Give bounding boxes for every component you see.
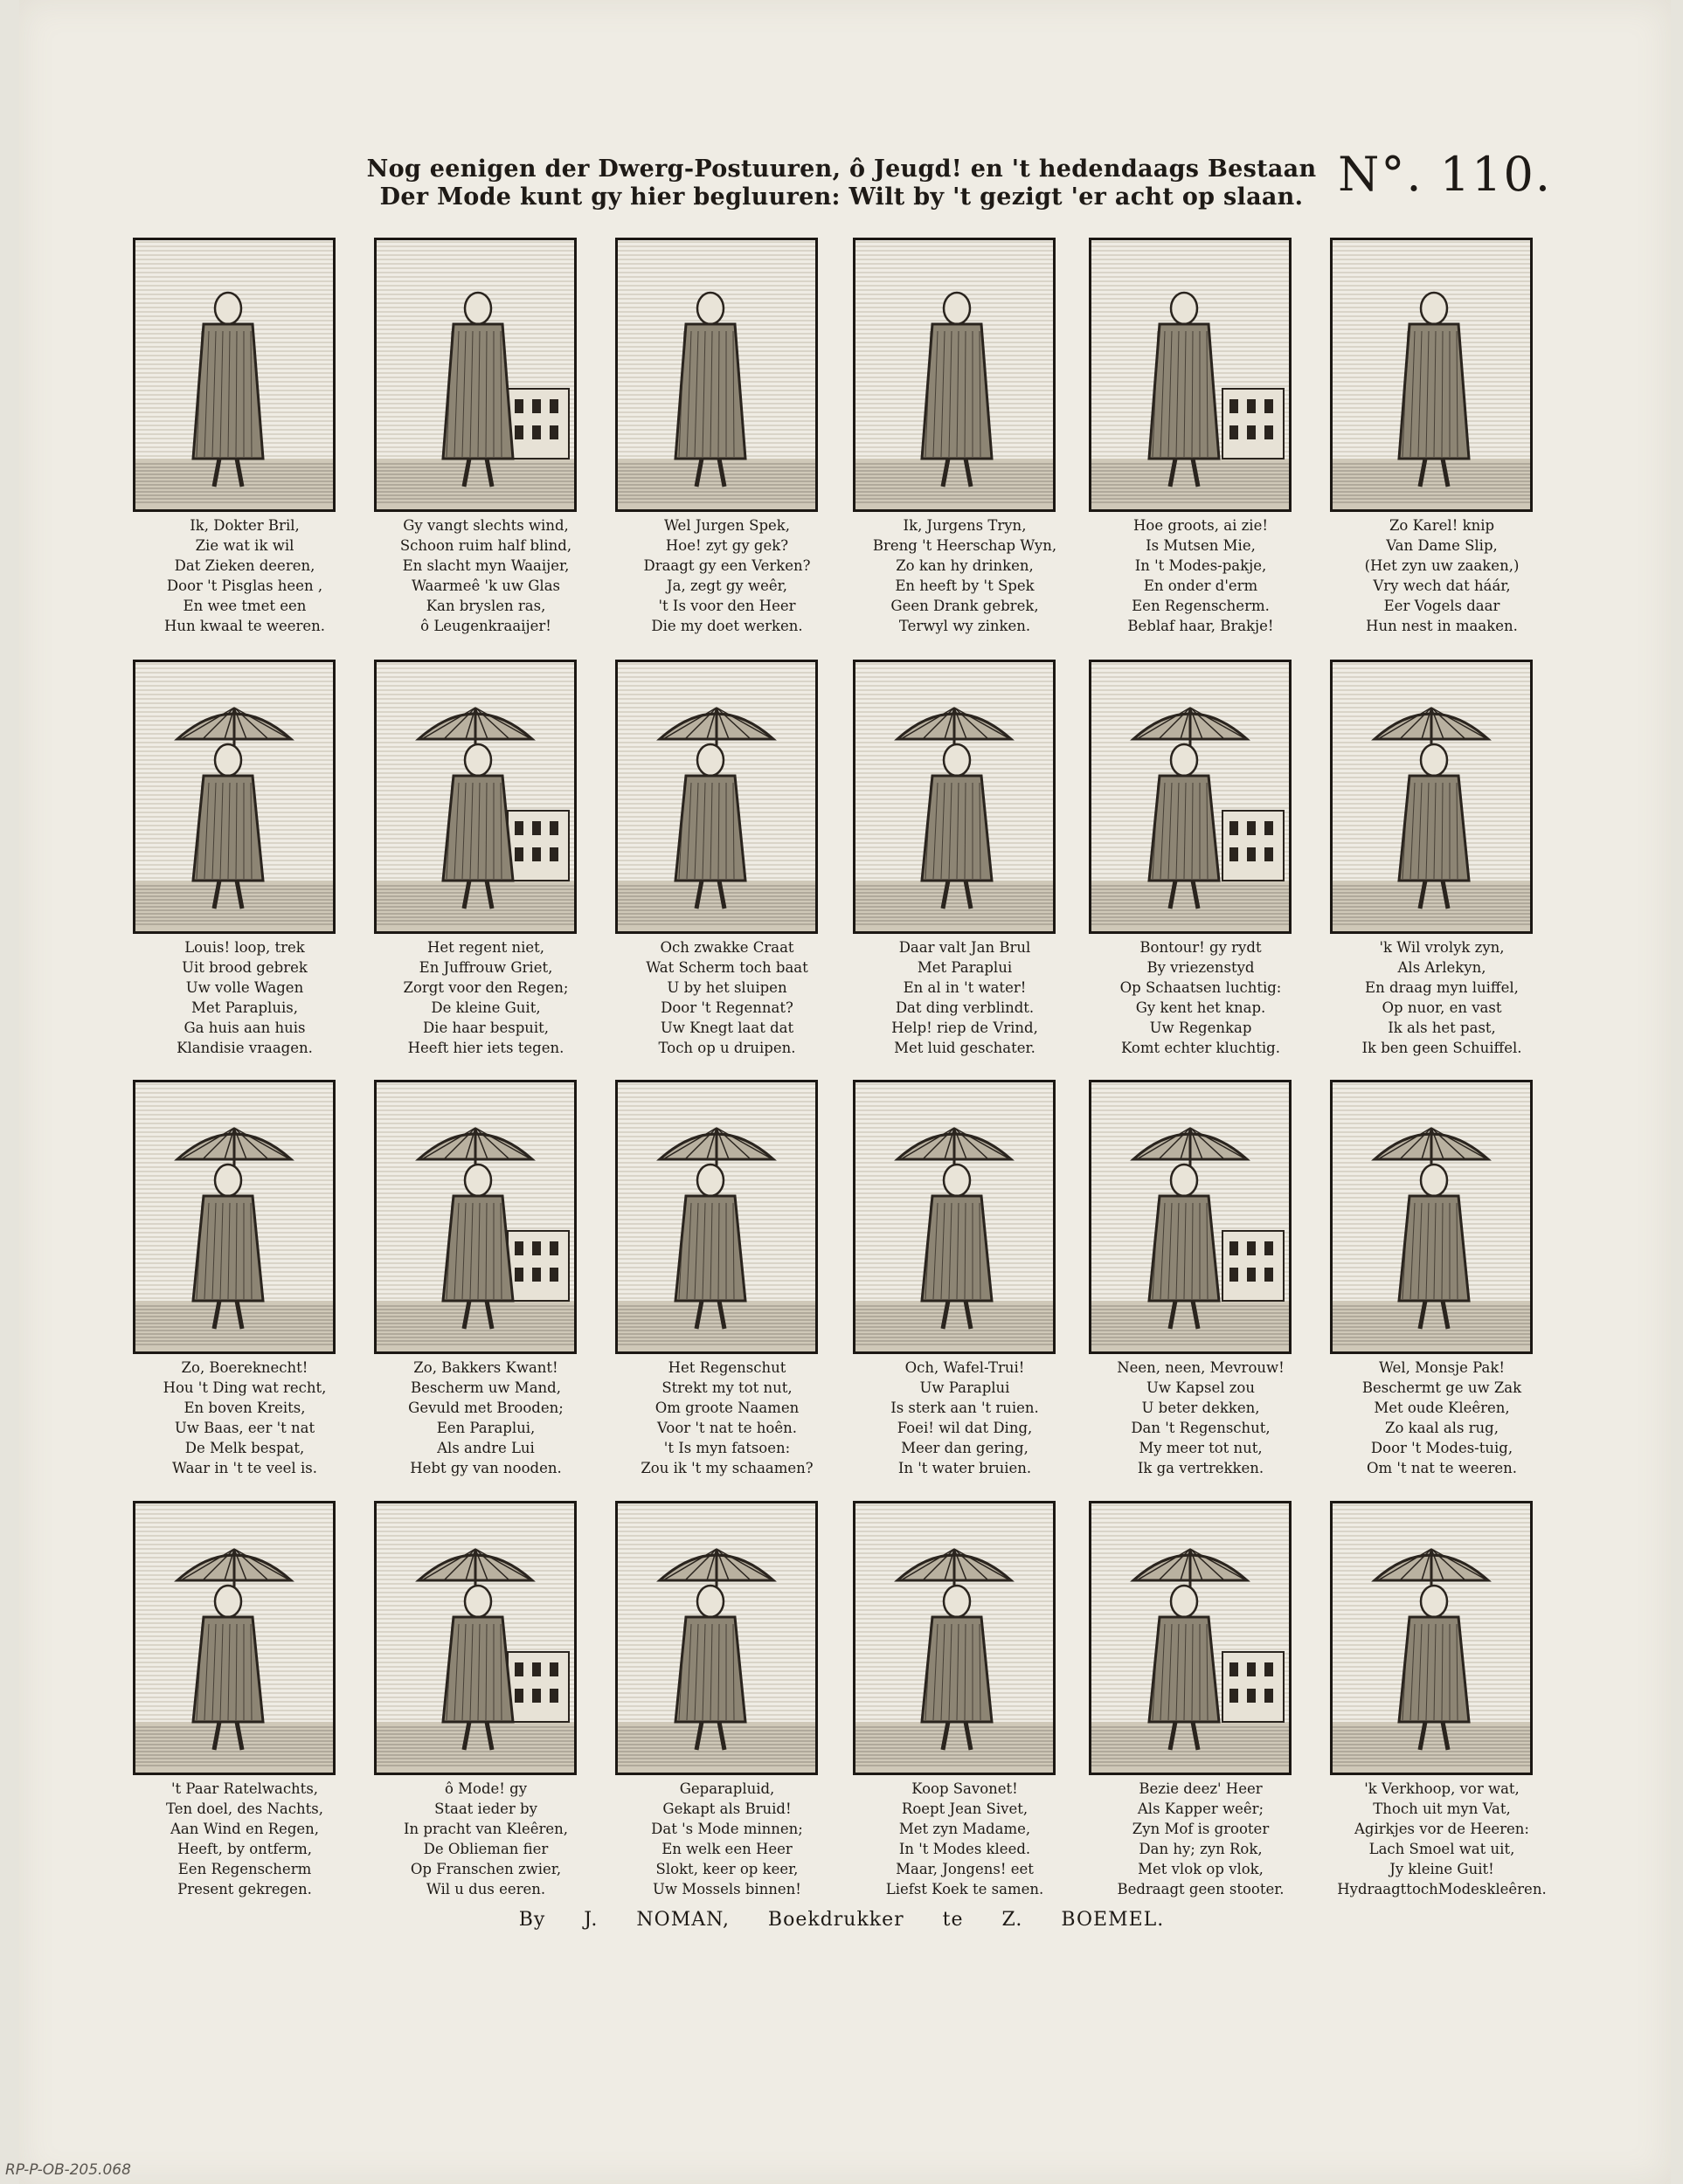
- verse-line: 'k Verkhoop, vor wat,: [1364, 1780, 1520, 1797]
- woodcut-illustration: [377, 240, 574, 509]
- verse-line: Bontour! gy rydt: [1139, 939, 1262, 956]
- header-line-1: Nog eenigen der Dwerg-Postuuren, ô Jeugd! en 't hedendaags Bestaan: [366, 156, 1317, 183]
- woodcut-illustration: [1091, 240, 1289, 509]
- verse-line: Hoe groots, ai zie!: [1133, 517, 1268, 534]
- verse-line: Dat Zieken deeren,: [174, 557, 315, 574]
- verse-line: Met Paraplui: [917, 959, 1013, 976]
- verse-line: Komt echter kluchtig.: [1121, 1040, 1280, 1056]
- verse-line: Maar, Jongens! eet: [896, 1861, 1034, 1877]
- woodcut-illustration: [1333, 1082, 1530, 1351]
- woodcut-illustration: [1091, 662, 1289, 931]
- woodcut-frame: [374, 1080, 577, 1354]
- verse-line: Uw Mossels binnen!: [653, 1881, 801, 1897]
- verse-line: Wel, Monsje Pak!: [1378, 1359, 1506, 1376]
- verse-line: En draag myn luiffel,: [1365, 979, 1519, 996]
- woodcut-illustration: [377, 1082, 574, 1351]
- verse-caption: [842, 515, 1087, 636]
- woodcut-illustration: [1333, 1503, 1530, 1773]
- verse-line: HydraagttochModeskleêren.: [1337, 1881, 1547, 1897]
- verse-line: Slokt, keer op keer,: [655, 1861, 799, 1877]
- verse-caption: [842, 937, 1087, 1058]
- woodcut-frame: [853, 1501, 1056, 1775]
- verse-line: Gekapt als Bruid!: [662, 1800, 792, 1817]
- verse-caption: [1078, 515, 1323, 636]
- verse-line: Gevuld met Brooden;: [408, 1400, 564, 1416]
- verse-line: Ten doel, des Nachts,: [166, 1800, 323, 1817]
- woodcut-illustration: [855, 1503, 1053, 1773]
- woodcut-illustration: [377, 1503, 574, 1773]
- verse-line: Roept Jean Sivet,: [901, 1800, 1028, 1817]
- verse-caption: [122, 1358, 367, 1478]
- verse-line: De Oblieman fier: [423, 1841, 549, 1857]
- verse-line: Louis! loop, trek: [184, 939, 305, 956]
- woodcut-illustration: [618, 1503, 815, 1773]
- verse-line: Daar valt Jan Brul: [898, 939, 1031, 956]
- verse-line: Is Mutsen Mie,: [1146, 537, 1256, 554]
- verse-line: Lach Smoel wat uit,: [1368, 1841, 1515, 1857]
- verse-caption: [605, 1779, 849, 1899]
- verse-caption: [364, 937, 608, 1058]
- verse-line: Wil u dus eeren.: [426, 1881, 546, 1897]
- verse-line: Uw Kapsel zou: [1146, 1379, 1255, 1396]
- verse-line: Foei! wil dat Ding,: [897, 1420, 1033, 1436]
- verse-line: Uw Baas, eer 't nat: [174, 1420, 315, 1436]
- verse-line: Kan bryslen ras,: [426, 598, 546, 614]
- verse-line: Om 't nat te weeren.: [1367, 1460, 1517, 1476]
- woodcut-illustration: [618, 240, 815, 509]
- verse-line: Door 't Regennat?: [661, 999, 793, 1016]
- verse-line: Dan hy; zyn Rok,: [1139, 1841, 1263, 1857]
- verse-line: Beschermt ge uw Zak: [1361, 1379, 1522, 1396]
- verse-line: Gy vangt slechts wind,: [403, 517, 569, 534]
- verse-caption: [1319, 1358, 1564, 1478]
- verse-line: Met vlok op vlok,: [1138, 1861, 1264, 1877]
- verse-line: Help! riep de Vrind,: [891, 1019, 1038, 1036]
- verse-line: Jy kleine Guit!: [1389, 1861, 1494, 1877]
- verse-line: ô Mode! gy: [444, 1780, 528, 1797]
- verse-caption: [364, 1358, 608, 1478]
- verse-line: Het Regenschut: [668, 1359, 786, 1376]
- woodcut-frame: [853, 660, 1056, 934]
- verse-line: En slacht myn Waaijer,: [402, 557, 570, 574]
- verse-line: Heeft, by ontferm,: [177, 1841, 313, 1857]
- printer-imprint: By J. NOMAN, Boekdrukker te Z. BOEMEL.: [518, 1909, 1165, 1931]
- verse-line: Zyn Mof is grooter: [1132, 1821, 1270, 1837]
- verse-line: Uit brood gebrek: [182, 959, 308, 976]
- woodcut-illustration: [135, 1082, 333, 1351]
- verse-line: Door 't Modes-tuig,: [1370, 1440, 1513, 1456]
- verse-line: Waarmeê 'k uw Glas: [411, 577, 561, 594]
- verse-line: Met Parapluis,: [191, 999, 298, 1016]
- woodcut-frame: [853, 238, 1056, 512]
- verse-line: De kleine Guit,: [431, 999, 541, 1016]
- verse-caption: [605, 515, 849, 636]
- verse-line: Thoch uit myn Vat,: [1373, 1800, 1511, 1817]
- verse-line: Zo kan hy drinken,: [896, 557, 1034, 574]
- verse-line: Hun kwaal te weeren.: [163, 618, 326, 634]
- verse-caption: [1319, 515, 1564, 636]
- verse-line: Op nuor, en vast: [1382, 999, 1502, 1016]
- verse-line: U by het sluipen: [667, 979, 787, 996]
- verse-line: Hebt gy van nooden.: [410, 1460, 562, 1476]
- verse-line: En wee tmet een: [183, 598, 307, 614]
- verse-line: Voor 't nat te hoên.: [657, 1420, 797, 1436]
- verse-caption: [122, 1779, 367, 1899]
- woodcut-illustration: [855, 240, 1053, 509]
- woodcut-illustration: [855, 1082, 1053, 1351]
- verse-line: Och zwakke Craat: [660, 939, 794, 956]
- verse-line: Vry wech dat háár,: [1373, 577, 1511, 594]
- woodcut-illustration: [618, 1082, 815, 1351]
- verse-line: Present gekregen.: [177, 1881, 312, 1897]
- verse-line: Wel Jurgen Spek,: [663, 517, 791, 534]
- verse-caption: [122, 515, 367, 636]
- verse-line: Op Franschen zwier,: [410, 1861, 562, 1877]
- verse-line: In 't water bruien.: [897, 1460, 1032, 1476]
- woodcut-illustration: [377, 662, 574, 931]
- verse-line: Zo Karel! knip: [1389, 517, 1495, 534]
- verse-line: In 't Modes-pakje,: [1134, 557, 1267, 574]
- verse-line: Uw Knegt laat dat: [660, 1019, 794, 1036]
- verse-line: Dan 't Regenschut,: [1131, 1420, 1271, 1436]
- woodcut-illustration: [135, 1503, 333, 1773]
- verse-line: Ik, Jurgens Tryn,: [903, 517, 1027, 534]
- verse-line: My meer tot nut,: [1139, 1440, 1263, 1456]
- verse-line: 't Is voor den Heer: [658, 598, 796, 614]
- woodcut-frame: [374, 660, 577, 934]
- verse-line: Met oude Kleêren,: [1374, 1400, 1510, 1416]
- verse-line: Uw Paraplui: [919, 1379, 1010, 1396]
- verse-line: Door 't Pisglas heen ,: [166, 577, 323, 594]
- woodcut-illustration: [1091, 1503, 1289, 1773]
- verse-line: Bescherm uw Mand,: [411, 1379, 561, 1396]
- verse-line: Staat ieder by: [434, 1800, 537, 1817]
- woodcut-frame: [1089, 660, 1292, 934]
- verse-line: Dat ding verblindt.: [895, 999, 1035, 1016]
- verse-line: 't Is myn fatsoen:: [663, 1440, 791, 1456]
- verse-line: Wat Scherm toch baat: [646, 959, 808, 976]
- woodcut-frame: [1330, 238, 1533, 512]
- verse-line: In pracht van Kleêren,: [403, 1821, 569, 1837]
- verse-caption: [364, 1779, 608, 1899]
- verse-caption: [1319, 937, 1564, 1058]
- verse-line: 'k Wil vrolyk zyn,: [1379, 939, 1505, 956]
- verse-line: U beter dekken,: [1141, 1400, 1260, 1416]
- woodcut-frame: [615, 660, 818, 934]
- woodcut-illustration: [1333, 240, 1530, 509]
- woodcut-frame: [374, 1501, 577, 1775]
- verse-caption: [605, 937, 849, 1058]
- woodcut-illustration: [618, 662, 815, 931]
- woodcut-frame: [853, 1080, 1056, 1354]
- verse-line: Beblaf haar, Brakje!: [1127, 618, 1274, 634]
- woodcut-frame: [133, 1501, 336, 1775]
- verse-line: Met luid geschater.: [894, 1040, 1035, 1056]
- verse-line: Als Kapper weêr;: [1137, 1800, 1264, 1817]
- verse-line: En welk een Heer: [661, 1841, 793, 1857]
- verse-line: En heeft by 't Spek: [895, 577, 1035, 594]
- woodcut-frame: [133, 238, 336, 512]
- verse-line: Zorgt voor den Regen;: [403, 979, 569, 996]
- verse-line: En boven Kreits,: [184, 1400, 306, 1416]
- verse-caption: [1078, 937, 1323, 1058]
- verse-line: Hoe! zyt gy gek?: [665, 537, 789, 554]
- verse-line: Hou 't Ding wat recht,: [163, 1379, 327, 1396]
- verse-line: Bedraagt geen stooter.: [1117, 1881, 1285, 1897]
- verse-line: Koop Savonet!: [911, 1780, 1018, 1797]
- woodcut-frame: [615, 1080, 818, 1354]
- verse-line: En Juffrouw Griet,: [419, 959, 553, 976]
- woodcut-frame: [133, 1080, 336, 1354]
- verse-line: Die haar bespuit,: [422, 1019, 550, 1036]
- woodcut-illustration: [135, 662, 333, 931]
- verse-line: De Melk bespat,: [184, 1440, 305, 1456]
- woodcut-frame: [615, 1501, 818, 1775]
- woodcut-frame: [1089, 238, 1292, 512]
- verse-caption: [842, 1358, 1087, 1478]
- verse-caption: [605, 1358, 849, 1478]
- verse-line: Met zyn Madame,: [898, 1821, 1031, 1837]
- verse-line: Klandisie vraagen.: [177, 1040, 313, 1056]
- verse-caption: [1078, 1358, 1323, 1478]
- verse-line: Zou ik 't my schaamen?: [641, 1460, 814, 1476]
- verse-line: Een Paraplui,: [436, 1420, 536, 1436]
- verse-line: Ik als het past,: [1388, 1019, 1496, 1036]
- verse-line: Zo, Bakkers Kwant!: [413, 1359, 558, 1376]
- verse-line: Om groote Naamen: [654, 1400, 800, 1416]
- verse-caption: [1078, 1779, 1323, 1899]
- verse-line: Zo, Boereknecht!: [181, 1359, 308, 1376]
- verse-line: Als Arlekyn,: [1397, 959, 1486, 976]
- verse-line: Gy kent het knap.: [1135, 999, 1266, 1016]
- verse-line: Schoon ruim half blind,: [399, 537, 572, 554]
- woodcut-frame: [374, 238, 577, 512]
- verse-line: Strekt my tot nut,: [661, 1379, 793, 1396]
- verse-caption: [364, 515, 608, 636]
- woodcut-frame: [1330, 1501, 1533, 1775]
- verse-line: Van Dame Slip,: [1386, 537, 1498, 554]
- verse-line: Aan Wind en Regen,: [170, 1821, 320, 1837]
- verse-line: Die my doet werken.: [651, 618, 803, 634]
- verse-line: In 't Modes kleed.: [898, 1841, 1031, 1857]
- verse-line: (Het zyn uw zaaken,): [1364, 557, 1520, 574]
- verse-line: Geen Drank gebrek,: [890, 598, 1039, 614]
- verse-line: En onder d'erm: [1143, 577, 1258, 594]
- verse-line: En al in 't water!: [903, 979, 1027, 996]
- verse-line: Och, Wafel-Trui!: [904, 1359, 1025, 1376]
- verse-line: Is sterk aan 't ruien.: [890, 1400, 1039, 1416]
- verse-line: ô Leugenkraaijer!: [420, 618, 551, 634]
- verse-line: Ik, Dokter Bril,: [190, 517, 300, 534]
- verse-line: Uw Regenkap: [1149, 1019, 1252, 1036]
- verse-line: Heeft hier iets tegen.: [407, 1040, 564, 1056]
- verse-line: Bezie deez' Heer: [1139, 1780, 1263, 1797]
- verse-line: Het regent niet,: [426, 939, 545, 956]
- verse-caption: [122, 937, 367, 1058]
- sheet-number: N°. 110.: [1338, 147, 1552, 202]
- verse-caption: [842, 1779, 1087, 1899]
- header-line-2: Der Mode kunt gy hier begluuren: Wilt by 't gezigt 'er acht op slaan.: [379, 183, 1304, 211]
- woodcut-illustration: [135, 240, 333, 509]
- verse-line: Op Schaatsen luchtig:: [1119, 979, 1282, 996]
- verse-line: Agirkjes vor de Heeren:: [1354, 1821, 1529, 1837]
- verse-line: Eer Vogels daar: [1383, 598, 1500, 614]
- verse-line: Ja, zegt gy weêr,: [667, 577, 787, 594]
- verse-line: Zo kaal als rug,: [1385, 1420, 1499, 1436]
- woodcut-frame: [1089, 1080, 1292, 1354]
- woodcut-illustration: [1333, 662, 1530, 931]
- shelfmark: RP-P-OB-205.068: [5, 2161, 131, 2179]
- verse-line: Uw volle Wagen: [185, 979, 304, 996]
- woodcut-frame: [1330, 660, 1533, 934]
- woodcut-frame: [1089, 1501, 1292, 1775]
- woodcut-frame: [133, 660, 336, 934]
- verse-line: Een Regenscherm: [177, 1861, 312, 1877]
- verse-line: Ga huis aan huis: [184, 1019, 306, 1036]
- verse-line: Toch op u druipen.: [658, 1040, 796, 1056]
- verse-line: Een Regenscherm.: [1132, 598, 1270, 614]
- verse-line: Draagt gy een Verken?: [643, 557, 811, 574]
- verse-line: Dat 's Mode minnen;: [651, 1821, 803, 1837]
- verse-line: Breng 't Heerschap Wyn,: [872, 537, 1057, 554]
- verse-line: Waar in 't te veel is.: [172, 1460, 317, 1476]
- verse-line: Terwyl wy zinken.: [898, 618, 1031, 634]
- verse-line: Als andre Lui: [437, 1440, 535, 1456]
- verse-line: Ik ben geen Schuiffel.: [1361, 1040, 1522, 1056]
- verse-line: Meer dan gering,: [901, 1440, 1028, 1456]
- verse-line: Hun nest in maaken.: [1366, 618, 1518, 634]
- verse-line: Zie wat ik wil: [195, 537, 294, 554]
- verse-line: Ik ga vertrekken.: [1137, 1460, 1264, 1476]
- woodcut-illustration: [855, 662, 1053, 931]
- verse-line: Neen, neen, Mevrouw!: [1117, 1359, 1285, 1376]
- verse-line: 't Paar Ratelwachts,: [170, 1780, 319, 1797]
- verse-line: By vriezenstyd: [1146, 959, 1255, 976]
- verse-caption: [1319, 1779, 1564, 1899]
- woodcut-frame: [615, 238, 818, 512]
- verse-line: Liefst Koek te samen.: [885, 1881, 1044, 1897]
- woodcut-illustration: [1091, 1082, 1289, 1351]
- woodcut-frame: [1330, 1080, 1533, 1354]
- verse-line: Geparapluid,: [679, 1780, 775, 1797]
